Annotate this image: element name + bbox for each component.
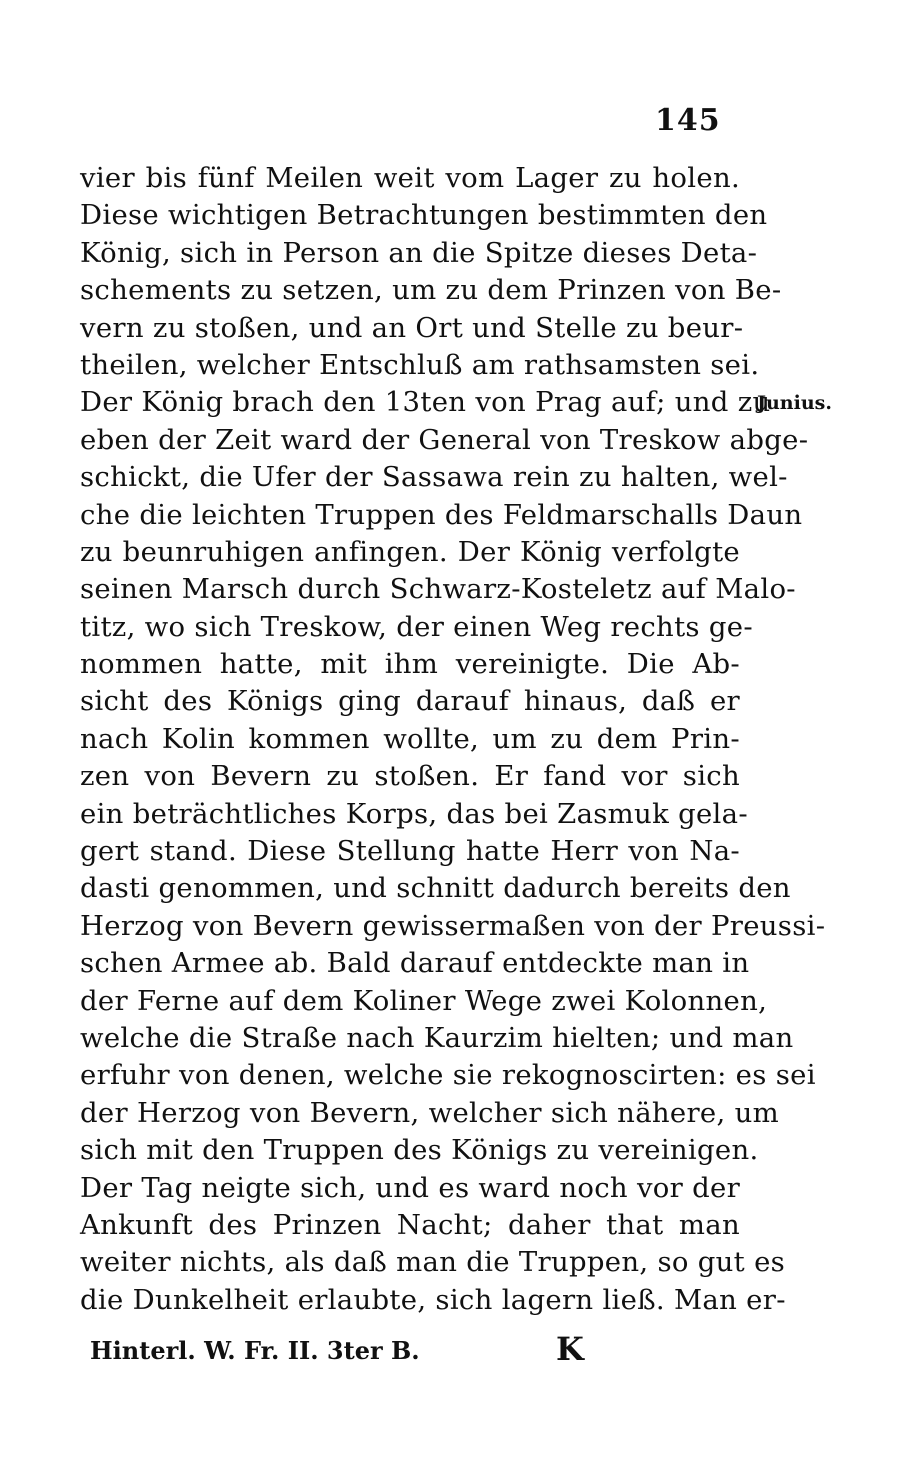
text-line: nommen hatte, mit ihm vereinigte. Die Ab- (80, 648, 740, 681)
text-line: dasti genommen, und schnitt dadurch bereits den (80, 872, 791, 905)
text-line: vier bis fünf Meilen weit vom Lager zu holen. (80, 162, 740, 194)
margin-note: Junius. (757, 392, 832, 414)
page-footer (90, 1330, 670, 1376)
text-line: sicht des Königs ging darauf hinaus, daß er (80, 685, 740, 718)
text-line: titz, wo sich Treskow, der einen Weg rechts ge- (80, 610, 753, 643)
text-line: Diese wichtigen Betrachtungen bestimmten den (80, 199, 768, 232)
text-line: der Herzog von Bevern, welcher sich nähere, um (80, 1096, 779, 1129)
text-line: gert stand. Diese Stellung hatte Herr von Na- (80, 835, 740, 868)
text-line: eben der Zeit ward der General von Treskow abge- (80, 423, 809, 456)
text-line: weiter nichts, als daß man die Truppen, so gut es (80, 1246, 786, 1279)
text-line: nach Kolin kommen wollte, um zu dem Prin- (80, 722, 740, 755)
text-line: der Ferne auf dem Koliner Wege zwei Kolonnen, (80, 984, 768, 1017)
text-line: schen Armee ab. Bald darauf entdeckte man in (80, 947, 750, 980)
page-number: 145 (655, 103, 721, 138)
text-line: seinen Marsch durch Schwarz-Kosteletz auf Malo- (80, 573, 796, 606)
text-line: zu beunruhigen anfingen. Der König verfolgte (80, 535, 740, 568)
text-line: Ankunft des Prinzen Nacht; daher that man (80, 1208, 740, 1241)
text-line: erfuhr von denen, welche sie rekognoscirten: es sei (80, 1059, 816, 1092)
text-line: schements zu setzen, um zu dem Prinzen von Be- (80, 274, 782, 307)
text-line: welche die Straße nach Kaurzim hielten; und man (80, 1021, 794, 1054)
text-line: theilen, welcher Entschluß am rathsamsten sei. (80, 348, 760, 381)
text-line: die Dunkelheit erlaubte, sich lagern ließ. Man er- (80, 1283, 786, 1316)
text-line: zen von Bevern zu stoßen. Er fand vor sich (80, 760, 740, 793)
text-line: König, sich in Person an die Spitze dieses Deta- (80, 236, 758, 269)
footer-sheet-mark: K (556, 1330, 584, 1368)
text-line: sich mit den Truppen des Königs zu vereinigen. (80, 1134, 759, 1167)
text-line: ein beträchtliches Korps, das bei Zasmuk gela- (80, 797, 748, 830)
text-line: Herzog von Bevern gewissermaßen von der Preussi- (80, 909, 826, 942)
text-line: vern zu stoßen, und an Ort und Stelle zu beur- (80, 311, 744, 344)
text-line: Der Tag neigte sich, und es ward noch vor der (80, 1171, 741, 1204)
text-line: schickt, die Ufer der Sassawa rein zu halten, wel- (80, 461, 788, 494)
text-line: che die leichten Truppen des Feldmarschalls Daun (80, 498, 803, 531)
footer-signature: Hinterl. W. Fr. II. 3ter B. (90, 1336, 420, 1365)
text-line: Der König brach den 13ten von Prag auf; und zu (80, 386, 771, 419)
